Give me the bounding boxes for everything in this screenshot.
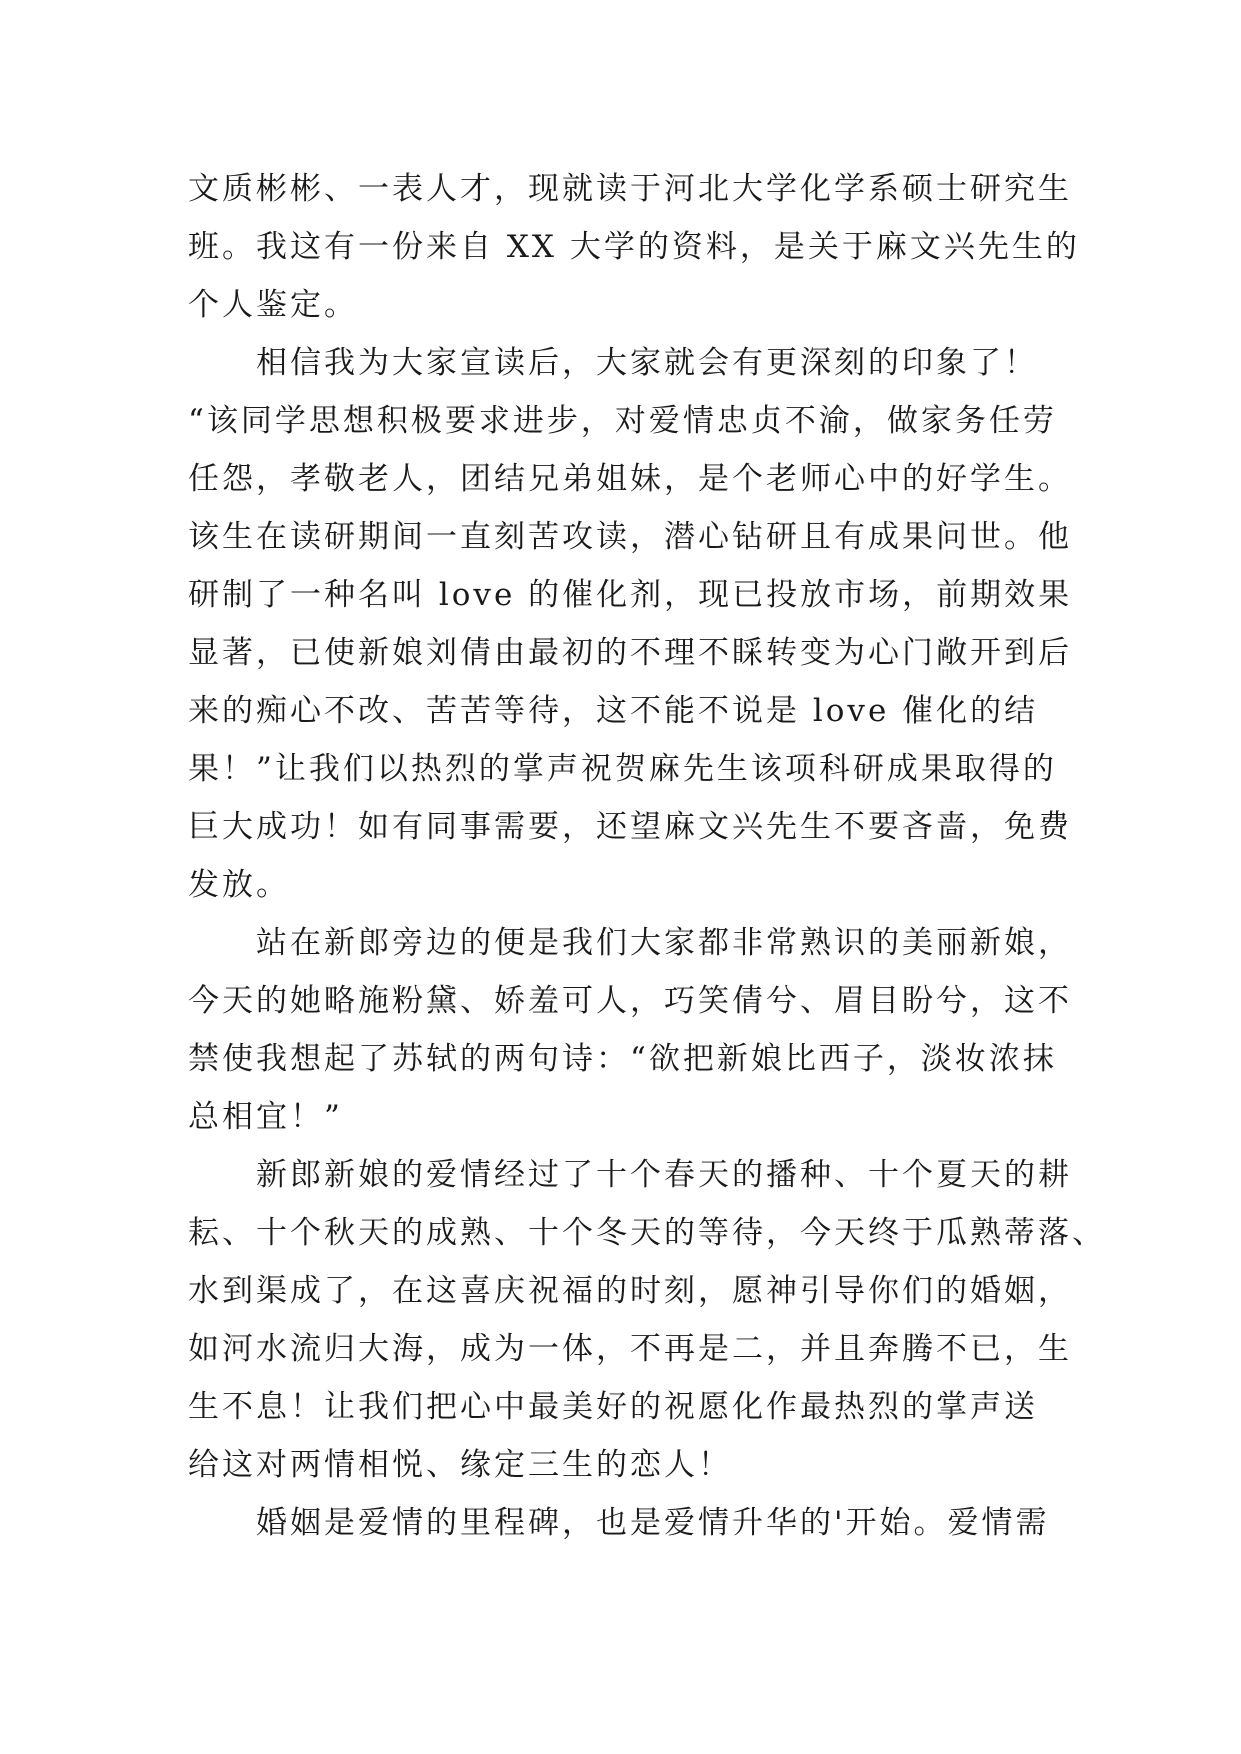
text-line: 婚姻是爱情的里程碑，也是爱情升华的'开始。爱情需 (188, 1505, 1050, 1541)
text-line: 耘、十个秋天的成熟、十个冬天的等待，今天终于瓜熟蒂落、 (188, 1215, 1106, 1251)
text-line: 今天的她略施粉黛、娇羞可人，巧笑倩兮、眉目盼兮，这不 (188, 983, 1072, 1019)
text-line: 研制了一种名叫 love 的催化剂，现已投放市场，前期效果 (188, 577, 1073, 613)
text-line: 如河水流归大海，成为一体，不再是二，并且奔腾不已，生 (188, 1331, 1072, 1367)
text-line: 来的痴心不改、苦苦等待，这不能不说是 love 催化的结 (188, 693, 1039, 729)
text-line: 巨大成功！如有同事需要，还望麻文兴先生不要吝啬，免费 (188, 809, 1072, 845)
text-line: 果！”让我们以热烈的掌声祝贺麻先生该项科研成果取得的 (188, 751, 1057, 787)
text-line: 新郎新娘的爱情经过了十个春天的播种、十个夏天的耕 (188, 1157, 1072, 1193)
text-line: 相信我为大家宣读后，大家就会有更深刻的印象了！ (188, 345, 1038, 381)
text-line: 班。我这有一份来自 XX 大学的资料，是关于麻文兴先生的 (188, 229, 1080, 265)
text-line: 文质彬彬、一表人才，现就读于河北大学化学系硕士研究生 (188, 171, 1072, 207)
text-line: 禁使我想起了苏轼的两句诗：“欲把新娘比西子，淡妆浓抹 (188, 1041, 1057, 1077)
text-line: 生不息！让我们把心中最美好的祝愿化作最热烈的掌声送 (188, 1389, 1038, 1425)
text-line: 该生在读研期间一直刻苦攻读，潜心钻研且有成果问世。他 (188, 519, 1072, 555)
text-line: 总相宜！” (188, 1099, 343, 1135)
text-line: 水到渠成了，在这喜庆祝福的时刻，愿神引导你们的婚姻， (188, 1273, 1072, 1309)
document-body (188, 160, 1106, 1552)
text-line: 给这对两情相悦、缘定三生的恋人！ (188, 1447, 732, 1483)
text-line: “该同学思想积极要求进步，对爱情忠贞不渝，做家务任劳 (188, 403, 1057, 439)
text-line: 个人鉴定。 (188, 287, 358, 323)
text-line: 显著，已使新娘刘倩由最初的不理不睬转变为心门敞开到后 (188, 635, 1072, 671)
text-line: 站在新郎旁边的便是我们大家都非常熟识的美丽新娘， (188, 925, 1072, 961)
text-line: 任怨，孝敬老人，团结兄弟姐妹，是个老师心中的好学生。 (188, 461, 1072, 497)
text-line: 发放。 (188, 867, 290, 903)
